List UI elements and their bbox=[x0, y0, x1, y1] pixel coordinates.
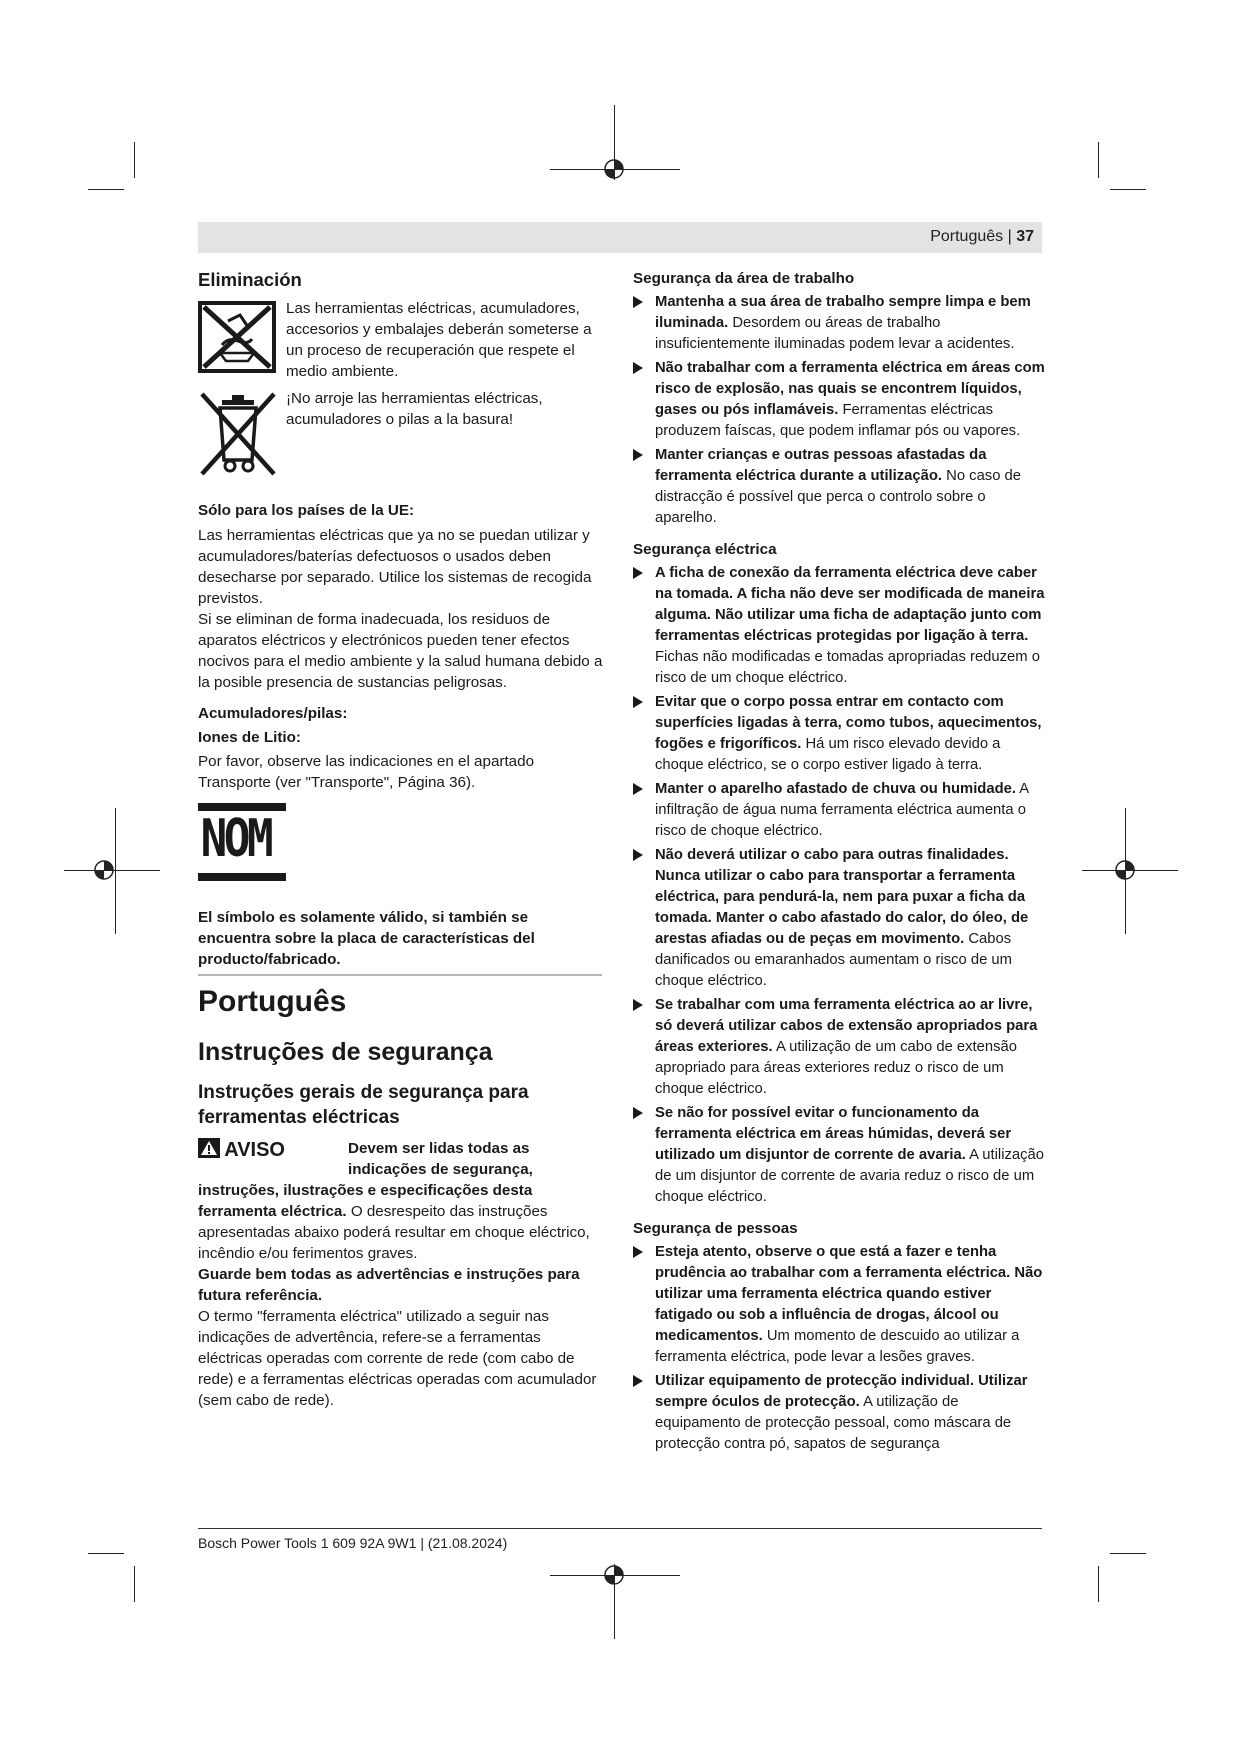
warning-label-box bbox=[198, 1138, 348, 1178]
crossed-recycling-box-icon bbox=[198, 301, 276, 373]
safety-item-bold: Se não for possível evitar o funcionamento da ferramenta eléctrica em áreas húmidas, deverá ser utilizado um disjuntor de corrente de avaria. bbox=[655, 1105, 1012, 1163]
warning-label: AVISO bbox=[224, 1139, 285, 1161]
footer-text: Bosch Power Tools 1 609 92A 9W1 | (21.08.2024) bbox=[198, 1535, 508, 1551]
bullet-arrow-icon bbox=[633, 783, 643, 795]
bullet-arrow-icon bbox=[633, 449, 643, 461]
warning-bold: Devem ser lidas todas as indicações de segurança, instruções, ilustrações e especificações desta ferramenta eléctrica. bbox=[198, 1140, 533, 1220]
safety-list-item bbox=[633, 845, 1045, 992]
safety-item-bold: Manter o aparelho afastado de chuva ou humidade. bbox=[655, 781, 1016, 797]
safety-list-item bbox=[633, 779, 1045, 842]
safety-item-text: A utilização de um cabo de extensão apropriado para áreas exteriores reduz o risco de um choque eléctrico. bbox=[655, 1039, 1017, 1097]
crop-mark-bottom-right-h bbox=[1110, 1553, 1146, 1554]
safety-list-item bbox=[633, 692, 1045, 776]
nom-logo bbox=[198, 803, 286, 883]
safety-item-bold: Se trabalhar com uma ferramenta eléctrica ao ar livre, só deverá utilizar cabos de extensão apropriados para áreas exteriores. bbox=[655, 997, 1038, 1055]
lithium-heading: Iones de Litio: bbox=[198, 729, 301, 746]
bullet-arrow-icon bbox=[633, 849, 643, 861]
safety-item-bold: Evitar que o corpo possa entrar em contacto com superfícies ligadas à terra, como tubos, aquecimentos, fogões e frigoríficos. bbox=[655, 694, 1042, 752]
safety-item-text: Há um risco elevado devido a choque eléctrico, se o corpo estiver ligado à terra. bbox=[655, 736, 1001, 773]
safety-item-text: Ferramentas eléctricas produzem faíscas, que podem inflamar pós ou vapores. bbox=[655, 402, 1021, 439]
safety-item-bold: Não trabalhar com a ferramenta eléctrica em áreas com risco de explosão, nas quais se encontrem líquidos, gases ou pós inflamáveis. bbox=[655, 360, 1045, 418]
warning-triangle-icon bbox=[198, 1138, 220, 1158]
safety-item-text: Um momento de descuido ao utilizar a ferramenta eléctrica, pode levar a lesões graves. bbox=[655, 1328, 1020, 1365]
safety-list-item bbox=[633, 1242, 1045, 1368]
registration-target-icon bbox=[93, 859, 115, 881]
eu-text-1: Las herramientas eléctricas que ya no se puedan utilizar y acumuladores/baterías defectuosos o usados deben desecharse por separado. Utilice los sistemas de recogida previstos. bbox=[198, 527, 592, 607]
bullet-arrow-icon bbox=[633, 999, 643, 1011]
header-separator: | bbox=[1007, 228, 1012, 245]
term-definition: O termo "ferramenta eléctrica" utilizado a seguir nas indicações de advertência, refere-se a ferramentas eléctricas operadas com corrente de rede (com cabo de rede) e a ferramentas eléctricas operadas com acumulador (sem cabo de rede). bbox=[198, 1308, 597, 1409]
registration-target-icon bbox=[603, 1564, 625, 1586]
safety-item-text: Fichas não modificadas e tomadas apropriadas reduzem o risco de um choque eléctrico. bbox=[655, 649, 1040, 686]
section-heading: Segurança da área de trabalho bbox=[633, 270, 855, 287]
bullet-arrow-icon bbox=[633, 1375, 643, 1387]
warning-block bbox=[198, 1138, 604, 1264]
safety-list-item bbox=[633, 292, 1045, 355]
safety-list-item bbox=[633, 1371, 1045, 1455]
section-divider bbox=[198, 974, 602, 976]
safety-list-item bbox=[633, 995, 1045, 1100]
safety-item-text: No caso de distracção é possível que perca o controlo sobre o aparelho. bbox=[655, 468, 1021, 526]
safety-list-item bbox=[633, 563, 1045, 689]
safety-item-bold: Mantenha a sua área de trabalho sempre limpa e bem iluminada. bbox=[655, 294, 1031, 331]
pt-safety-title: Instruções de segurança bbox=[198, 1038, 493, 1066]
header-section-name: Português bbox=[930, 228, 1004, 245]
bullet-arrow-icon bbox=[633, 296, 643, 308]
safety-list-item bbox=[633, 445, 1045, 529]
safety-item-bold: A ficha de conexão da ferramenta eléctrica deve caber na tomada. A ficha não deve ser modificada de maneira alguma. Não utilizar uma ficha de adaptação junto com ferramentas eléctricas protegidas por ligação à terra. bbox=[655, 565, 1045, 644]
safety-item-bold: Esteja atento, observe o que está a fazer e tenha prudência ao trabalhar com a ferramenta eléctrica. Não utilizar uma ferramenta eléctrica quando estiver fatigado ou sob a influência de drogas, álcool ou medicamentos. bbox=[655, 1244, 1043, 1344]
safety-item-text: A infiltração de água numa ferramenta eléctrica aumenta o risco de choque eléctrico. bbox=[655, 781, 1029, 839]
safety-item-bold: Não deverá utilizar o cabo para outras finalidades. Nunca utilizar o cabo para transportar a ferramenta eléctrica, para pendurá-la, nem para puxar a ficha da tomada. Manter o cabo afastado do calor, do óleo, de arestas afiadas ou de peças em movimento. bbox=[655, 847, 1029, 947]
left-column bbox=[198, 268, 604, 1030]
safety-list-item bbox=[633, 358, 1045, 442]
disposal-block-1 bbox=[198, 298, 604, 382]
right-sections bbox=[633, 268, 1045, 1455]
eu-heading: Sólo para los países de la UE: bbox=[198, 502, 415, 519]
safety-item-text: Desordem ou áreas de trabalho insuficientemente iluminadas podem levar a acidentes. bbox=[655, 315, 1015, 352]
section-heading: Segurança eléctrica bbox=[633, 541, 777, 558]
safety-item-bold: Manter crianças e outras pessoas afastadas da ferramenta eléctrica durante a utilização. bbox=[655, 447, 987, 484]
disposal-text-2: ¡No arroje las herramientas eléctricas, acumuladores o pilas a la basura! bbox=[286, 390, 543, 428]
right-column bbox=[633, 268, 1045, 1458]
registration-mark-left-v bbox=[115, 808, 116, 934]
pt-general-title: Instruções gerais de segurança para ferramentas eléctricas bbox=[198, 1082, 529, 1128]
pt-title: Português bbox=[198, 985, 347, 1018]
bullet-arrow-icon bbox=[633, 1246, 643, 1258]
page-header bbox=[198, 222, 1042, 253]
disposal-text-1: Las herramientas eléctricas, acumuladores, accesorios y embalajes deberán someterse a un proceso de recuperación que respete el medio ambiente. bbox=[286, 300, 592, 380]
safety-item-bold: Utilizar equipamento de protecção individual. Utilizar sempre óculos de protecção. bbox=[655, 1373, 1028, 1410]
keep-instructions: Guarde bem todas as advertências e instruções para futura referência. bbox=[198, 1266, 580, 1304]
crop-mark-bottom-left-v bbox=[134, 1566, 135, 1602]
crossed-wheelie-bin-icon bbox=[198, 390, 278, 478]
crop-mark-top-left-v bbox=[134, 142, 135, 178]
nom-logo-bottom-bar bbox=[198, 873, 286, 881]
safety-item-text: A utilização de um disjuntor de corrente de avaria reduz o risco de um choque eléctrico. bbox=[655, 1147, 1044, 1205]
crop-mark-bottom-left-h bbox=[88, 1553, 124, 1554]
section-heading: Segurança de pessoas bbox=[633, 1220, 798, 1237]
crop-mark-top-right-h bbox=[1110, 189, 1146, 190]
bullet-arrow-icon bbox=[633, 696, 643, 708]
lithium-text: Por favor, observe las indicaciones en el apartado Transporte (ver "Transporte", Página 36). bbox=[198, 753, 535, 791]
safety-list-item bbox=[633, 1103, 1045, 1208]
registration-target-icon bbox=[603, 158, 625, 180]
nom-logo-text: NOM bbox=[200, 809, 271, 869]
safety-item-text: A utilização de equipamento de protecção pessoal, como máscara de protecção contra pó, sapatos de segurança bbox=[655, 1394, 1012, 1452]
eliminacion-heading: Eliminación bbox=[198, 269, 302, 290]
header-text bbox=[930, 228, 1034, 246]
bullet-arrow-icon bbox=[633, 362, 643, 374]
disposal-block-2 bbox=[198, 388, 604, 480]
crop-mark-bottom-right-v bbox=[1098, 1566, 1099, 1602]
crop-mark-top-right-v bbox=[1098, 142, 1099, 178]
batteries-heading: Acumuladores/pilas: bbox=[198, 705, 348, 722]
nom-note: El símbolo es solamente válido, si también se encuentra sobre la placa de características del producto/fabricado. bbox=[198, 909, 535, 968]
footer-rule bbox=[198, 1528, 1042, 1529]
safety-item-text: Cabos danificados ou emaranhados aumentam o risco de um choque eléctrico. bbox=[655, 931, 1012, 989]
warning-text: O desrespeito das instruções apresentadas abaixo poderá resultar em choque eléctrico, incêndio e/ou ferimentos graves. bbox=[198, 1203, 590, 1262]
registration-target-icon bbox=[1114, 859, 1136, 881]
portuguese-intro bbox=[198, 984, 604, 1411]
bullet-arrow-icon bbox=[633, 567, 643, 579]
crop-mark-top-left-h bbox=[88, 189, 124, 190]
bullet-arrow-icon bbox=[633, 1107, 643, 1119]
page-number: 37 bbox=[1016, 228, 1034, 245]
eu-text-2: Si se eliminan de forma inadecuada, los residuos de aparatos eléctricos y electrónicos pueden tener efectos nocivos para el medio ambiente y la salud humana debido a la posible presencia de sustancias peligrosas. bbox=[198, 611, 603, 691]
